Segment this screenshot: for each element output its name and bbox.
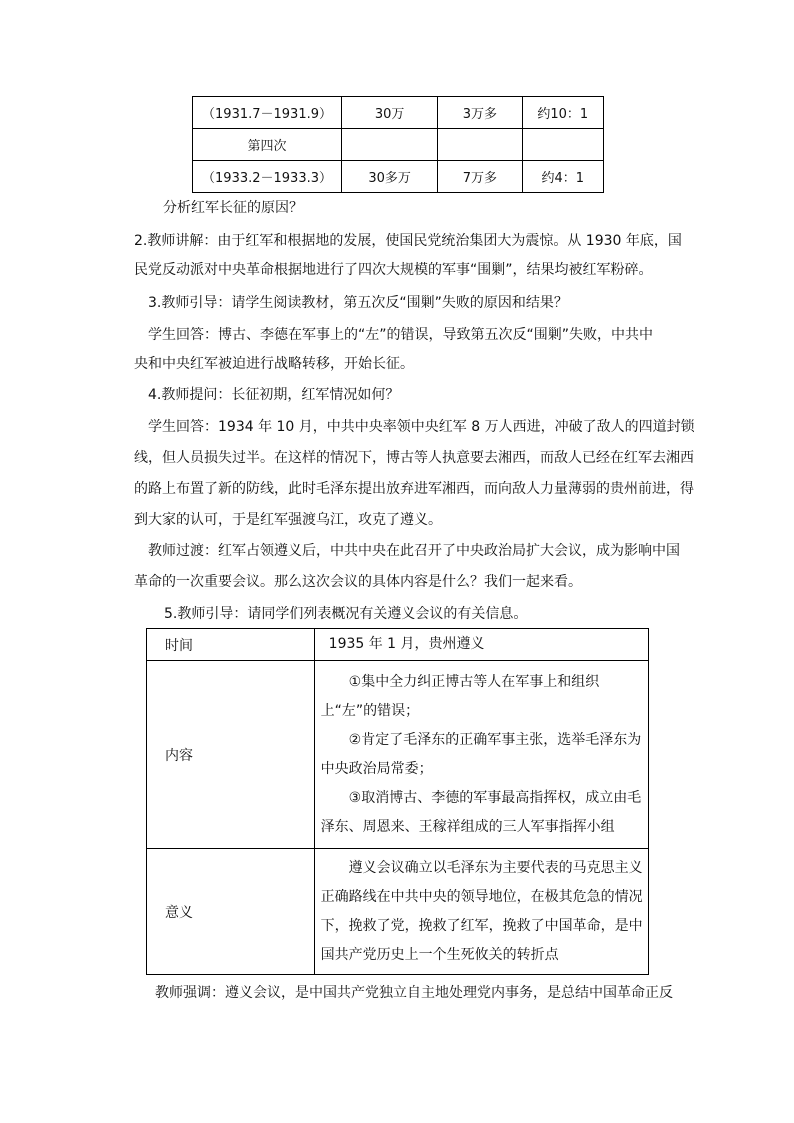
- content-item: ①集中全力纠正博古等人在军事上和组织上“左”的错误；: [320, 673, 600, 719]
- table-cell: 7万多: [438, 161, 522, 193]
- paragraph-line: 到大家的认可，于是红军强渡乌江，攻克了遵义。: [134, 512, 442, 528]
- campaign-table: [192, 96, 604, 193]
- table-label-meaning: 意义: [147, 849, 315, 975]
- table-cell: 第四次: [193, 129, 342, 161]
- table-row: [147, 661, 649, 849]
- table-cell: 30多万: [342, 161, 438, 193]
- paragraph-line: 教师过渡：红军占领遵义后，中共中央在此召开了中央政治局扩大会议，成为影响中国: [148, 543, 680, 559]
- table-row: [147, 849, 649, 975]
- table-cell: 约10：1: [522, 97, 604, 129]
- paragraph-line: 学生回答：1934 年 10 月，中共中央率领中央红军 8 万人西进，冲破了敌人的四道封锁: [148, 419, 695, 435]
- table-cell: 约4：1: [522, 161, 604, 193]
- paragraph-line: 2.教师讲解：由于红军和根据地的发展，使国民党统治集团大为震惊。从 1930 年底，国: [134, 233, 682, 249]
- meaning-text: 遵义会议确立以毛泽东为主要代表的马克思主义正确路线在中共中央的领导地位，在极其危急的情况下，挽救了党，挽救了红军，挽救了中国革命，是中国共产党历史上一个生死攸关的转折点: [320, 859, 643, 963]
- table-row: [193, 129, 604, 161]
- table-cell: [342, 129, 438, 161]
- table-value-content: [314, 661, 648, 849]
- paragraph-line: 3.教师引导：请学生阅读教材，第五次反“围剿”失败的原因和结果？: [148, 295, 568, 311]
- zunyi-meeting-table: [146, 628, 649, 975]
- table-cell: 3万多: [438, 97, 522, 129]
- paragraph-line: 民党反动派对中央革命根据地进行了四次大规模的军事“围剿”，结果均被红军粉碎。: [134, 262, 653, 278]
- paragraph-line: 央和中央红军被迫进行战略转移，开始长征。: [134, 356, 414, 372]
- table-cell: （1931.7－1931.9）: [193, 97, 342, 129]
- paragraph-line: 教师强调：遵义会议，是中国共产党独立自主地处理党内事务，是总结中国革命正反: [155, 985, 673, 1001]
- paragraph-line: 学生回答：博古、李德在军事上的“左”的错误，导致第五次反“围剿”失败，中共中: [148, 327, 654, 343]
- paragraph-line: 革命的一次重要会议。那么这次会议的具体内容是什么？我们一起来看。: [134, 574, 582, 590]
- paragraph-line: 线，但人员损失过半。在这样的情况下，博古等人执意要去湘西，而敌人已经在红军去湘西: [134, 450, 694, 466]
- table-label-content: 内容: [147, 661, 315, 849]
- paragraph-line: 的路上布置了新的防线，此时毛泽东提出放弃进军湘西，而向敌人力量薄弱的贵州前进，得: [134, 481, 694, 497]
- table-value-meaning: [314, 849, 648, 975]
- paragraph-line: 分析红军长征的原因？: [163, 200, 303, 216]
- table-cell: [522, 129, 604, 161]
- paragraph-line: 5.教师引导：请同学们列表概况有关遵义会议的有关信息。: [164, 606, 528, 622]
- table-value-time: [314, 629, 648, 661]
- table-label-time: 时间: [147, 629, 315, 661]
- content-item: ②肯定了毛泽东的正确军事主张，选举毛泽东为中央政治局常委；: [320, 731, 642, 777]
- time-value: 1935 年 1 月，贵州遵义: [328, 636, 485, 652]
- content-item: ③取消博古、李德的军事最高指挥权，成立由毛泽东、周恩来、王稼祥组成的三人军事指挥小组: [320, 789, 642, 835]
- table-cell: [438, 129, 522, 161]
- table-row: [193, 97, 604, 129]
- table-row: [193, 161, 604, 193]
- paragraph-line: 4.教师提问：长征初期，红军情况如何？: [148, 387, 400, 403]
- table-row: [147, 629, 649, 661]
- table-cell: 30万: [342, 97, 438, 129]
- table-cell: （1933.2－1933.3）: [193, 161, 342, 193]
